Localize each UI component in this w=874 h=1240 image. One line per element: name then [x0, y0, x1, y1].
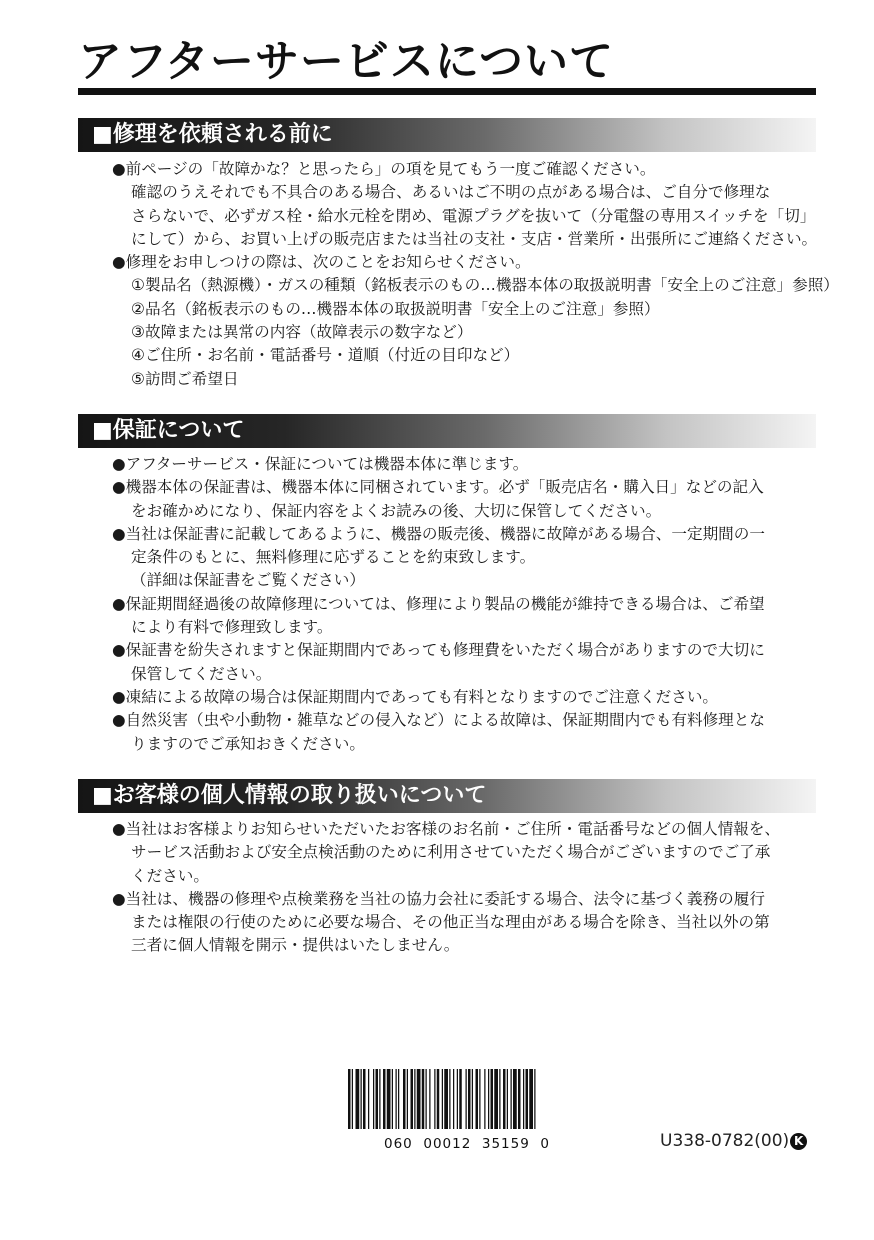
document-code-text: U338-0782(00)	[660, 1131, 790, 1151]
text-line: ●機器本体の保証書は、機器本体に同梱されています。必ず「販売店名・購入日」などの記入	[112, 478, 764, 497]
barcode-bar	[476, 1069, 479, 1129]
barcode-bar	[488, 1069, 489, 1129]
barcode-bar	[444, 1069, 448, 1129]
text-line: ●当社は、機器の修理や点検業務を当社の協力会社に委託する場合、法令に基づく義務の履行	[112, 889, 765, 908]
barcode-bar	[396, 1069, 397, 1129]
barcode-bar	[429, 1069, 430, 1129]
text-line: りますのでご承知おきください。	[131, 734, 365, 753]
barcode-bar	[379, 1069, 380, 1129]
barcode-bar	[417, 1069, 421, 1129]
barcode-bar	[398, 1069, 399, 1129]
list-item: ④ご住所・お名前・電話番号・道順（付近の目印など）	[131, 346, 520, 365]
text-line: または権限の行使のために必要な場合、その他正当な理由がある場合を除き、当社以外の第	[131, 913, 770, 932]
barcode-bar	[513, 1069, 517, 1129]
barcode-bar	[426, 1069, 427, 1129]
text-line: にして）から、お買い上げの販売店または当社の支社・支店・営業所・出張所にご連絡ください。	[131, 229, 818, 248]
barcode-bar	[387, 1069, 391, 1129]
barcode-bar	[437, 1069, 440, 1129]
barcode-bar	[352, 1069, 353, 1129]
barcode-bar	[484, 1069, 485, 1129]
barcode-bar	[361, 1069, 362, 1129]
section-heading-privacy: ■お客様の個人情報の取り扱いについて	[78, 779, 816, 813]
barcode-bar	[411, 1069, 414, 1129]
text-line: ください。	[131, 866, 209, 885]
barcode-bar	[442, 1069, 443, 1129]
barcode-bar	[383, 1069, 386, 1129]
barcode-bar	[526, 1069, 529, 1129]
barcode-bar	[459, 1069, 462, 1129]
text-line: ●自然災害（虫や小動物・雑草などの侵入など）による故障は、保証期間内でも有料修理とな	[112, 711, 765, 730]
text-line: ●凍結による故障の場合は保証期間内であっても有料となりますのでご注意ください。	[112, 687, 719, 706]
barcode-bar	[503, 1069, 506, 1129]
text-line: （詳細は保証書をご覧ください）	[131, 571, 365, 590]
barcode-bar	[356, 1069, 360, 1129]
text-line: ●前ページの「故障かな？と思ったら」の項を見てもう一度ご確認ください。	[112, 160, 656, 178]
barcode-bar	[376, 1069, 379, 1129]
barcode-bar	[403, 1069, 406, 1129]
barcode-bar	[472, 1069, 473, 1129]
barcode-bar	[457, 1069, 458, 1129]
barcode-bar	[434, 1069, 435, 1129]
text-line: ●当社は保証書に記載してあるように、機器の販売後、機器に故障がある場合、一定期間の一	[112, 524, 765, 543]
text-line: により有料で修理致します。	[131, 618, 333, 637]
barcode-bar	[518, 1069, 521, 1129]
barcode-bar	[523, 1069, 524, 1129]
text-line: ●当社はお客様よりお知らせいただいたお客様のお名前・ご住所・電話番号などの個人情報を、	[112, 820, 781, 838]
barcode-bar	[453, 1069, 454, 1129]
section-heading-warranty: ■保証について	[78, 414, 816, 448]
text-line: ●アフターサービス・保証については機器本体に準じます。	[112, 455, 529, 473]
list-item: ③故障または異常の内容（故障表示の数字など）	[131, 323, 473, 342]
text-line: 確認のうえそれでも不具合のある場合、あるいはご不明の点がある場合は、ご自分で修理な	[131, 183, 771, 202]
section-body-repair	[112, 158, 839, 391]
k-mark-icon: K	[790, 1133, 807, 1150]
section-body-privacy	[112, 818, 780, 958]
list-item: ⑤訪問ご希望日	[131, 369, 239, 388]
barcode-bar	[468, 1069, 471, 1129]
barcode-bar	[449, 1069, 450, 1129]
barcode-bar	[499, 1069, 500, 1129]
text-line: 三者に個人情報を開示・提供はいたしません。	[131, 936, 460, 955]
barcode-bar	[511, 1069, 512, 1129]
list-item: ①製品名（熱源機）・ガスの種類（銘板表示のもの…機器本体の取扱説明書「安全上のご注意」参照）	[131, 276, 839, 295]
barcode-bar	[348, 1069, 351, 1129]
section-body-warranty	[112, 453, 765, 756]
text-line: さらないで、必ずガス栓・給水元栓を閉め、電源プラグを抜いて（分電盤の専用スイッチを「切」	[131, 206, 816, 225]
barcode-bar	[373, 1069, 374, 1129]
text-line: 定条件のもとに、無料修理に応ずることを約束致します。	[131, 548, 536, 567]
text-line: サービス活動および安全点検活動のために利用させていただく場合がございますのでご了承	[131, 843, 771, 862]
list-item: ②品名（銘板表示のもの…機器本体の取扱説明書「安全上のご注意」参照）	[131, 299, 660, 318]
barcode-bar	[466, 1069, 467, 1129]
barcode-bar	[494, 1069, 498, 1129]
title-underline	[78, 88, 816, 95]
text-line: 保管してください。	[131, 664, 272, 683]
text-line: ●保証期間経過後の故障修理については、修理により製品の機能が維持できる場合は、ご希望	[112, 594, 765, 613]
barcode-bar	[363, 1069, 366, 1129]
barcode-bar	[534, 1069, 535, 1129]
barcode-bar	[407, 1069, 408, 1129]
barcode-bar	[479, 1069, 480, 1129]
text-line: ●修理をお申しつけの際は、次のことをお知らせください。	[112, 253, 531, 272]
barcode-bar	[422, 1069, 425, 1129]
barcode-bar	[368, 1069, 369, 1129]
barcode-bar	[529, 1069, 533, 1129]
barcode-graphic	[348, 1069, 586, 1129]
barcode-bar	[491, 1069, 494, 1129]
barcode-bar	[392, 1069, 393, 1129]
page-title: アフターサービスについて	[78, 36, 615, 87]
barcode-bar	[507, 1069, 508, 1129]
section-heading-repair: ■修理を依頼される前に	[78, 118, 816, 152]
document-code	[660, 1131, 807, 1151]
text-line: をお確かめになり、保証内容をよくお読みの後、大切に保管してください。	[131, 501, 662, 520]
text-line: ●保証書を紛失されますと保証期間内であっても修理費をいただく場合がありますので大切に	[112, 641, 765, 660]
barcode-number: 060 00012 35159 0	[384, 1136, 550, 1152]
barcode-bar	[414, 1069, 415, 1129]
